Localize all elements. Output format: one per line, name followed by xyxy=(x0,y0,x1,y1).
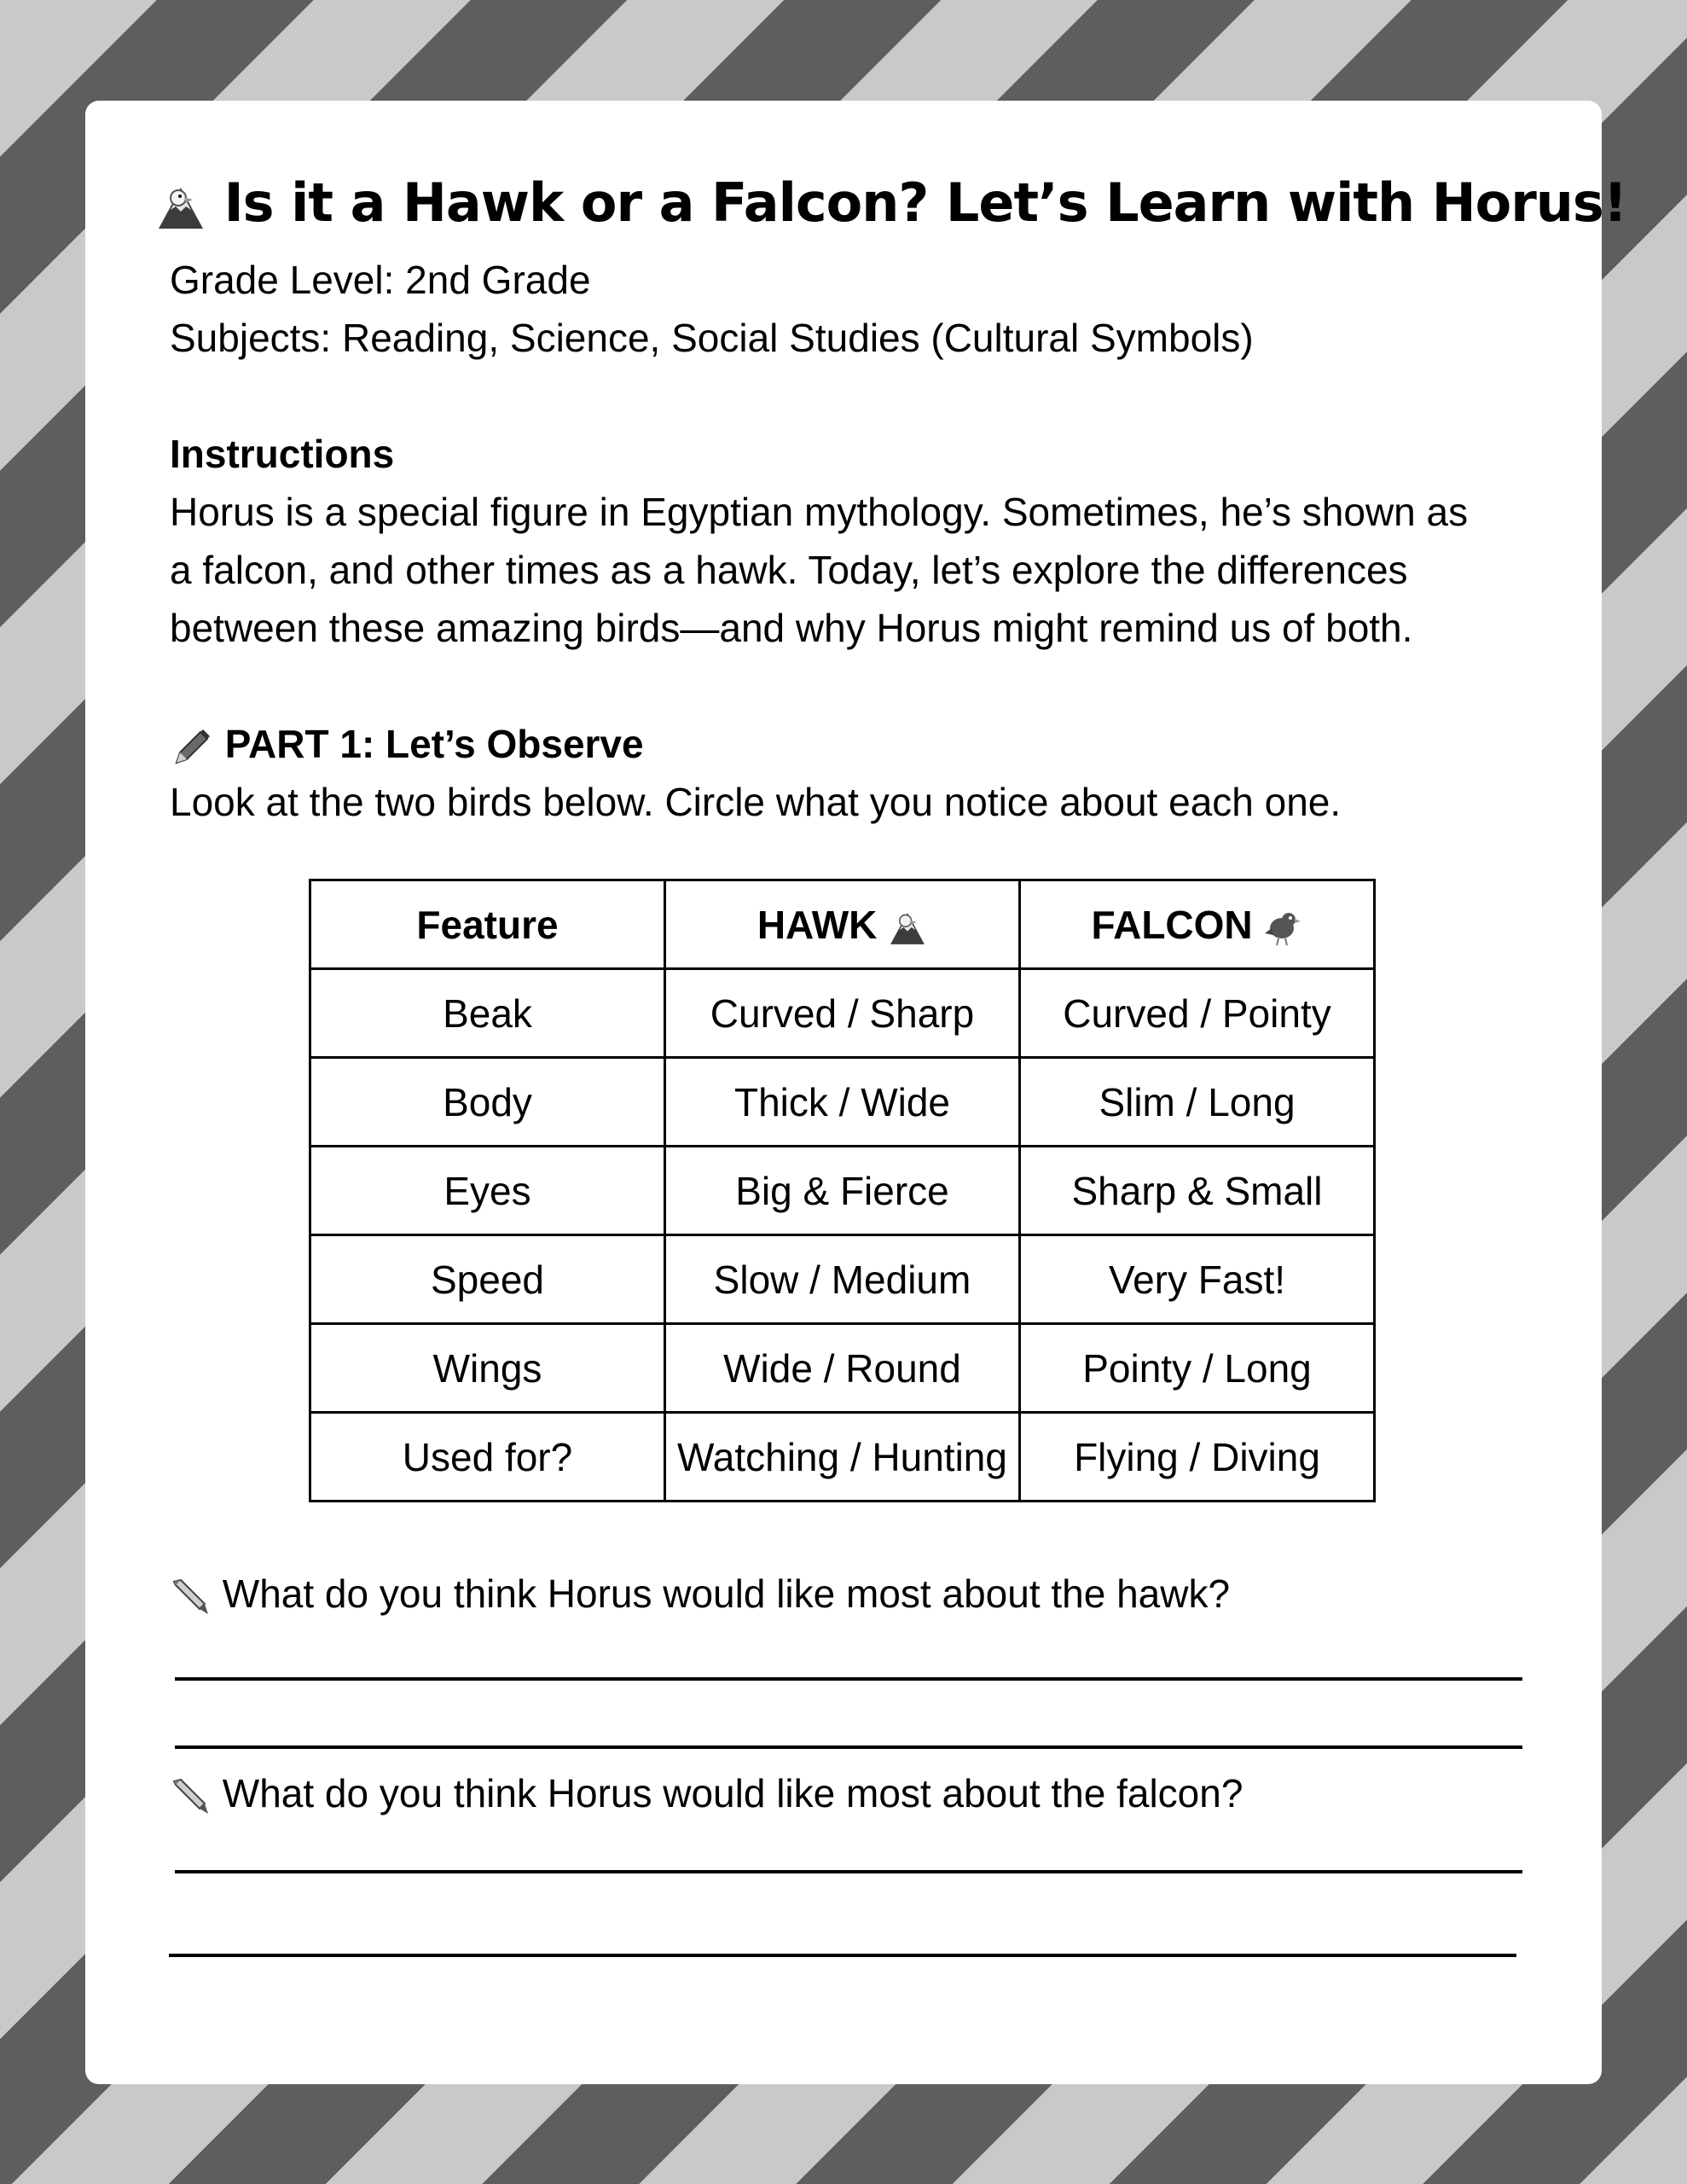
cell-hawk[interactable]: Big & Fierce xyxy=(665,1147,1020,1235)
question-hawk xyxy=(167,1565,1230,1623)
cell-hawk[interactable]: Slow / Medium xyxy=(665,1235,1020,1324)
part1-prompt: Look at the two birds below. Circle what you notice about each one. xyxy=(170,780,1342,824)
table-row xyxy=(310,1235,1375,1324)
cell-hawk[interactable]: Wide / Round xyxy=(665,1324,1020,1413)
table-row xyxy=(310,1324,1375,1413)
header-falcon xyxy=(1020,880,1375,969)
question-hawk-text: What do you think Horus would like most about the hawk? xyxy=(222,1571,1231,1616)
table-row xyxy=(310,1058,1375,1147)
table-row xyxy=(310,969,1375,1058)
title-text: Is it a Hawk or a Falcon? Let’s Learn with Horus! xyxy=(223,171,1627,234)
instructions-line: between these amazing birds—and why Horus might remind us of both. xyxy=(170,606,1413,650)
cell-feature: Wings xyxy=(310,1324,665,1413)
part1-heading xyxy=(170,715,644,773)
cell-falcon[interactable]: Slim / Long xyxy=(1020,1058,1375,1147)
subjects: Subjects: Reading, Science, Social Studies (Cultural Symbols) xyxy=(170,316,1254,360)
answer-line[interactable] xyxy=(175,1745,1522,1749)
answer-line[interactable] xyxy=(175,1870,1522,1873)
header-feature-label: Feature xyxy=(416,902,559,947)
worksheet-title xyxy=(155,169,1627,237)
observation-table xyxy=(309,879,1376,1502)
cell-feature: Eyes xyxy=(310,1147,665,1235)
cell-feature: Body xyxy=(310,1058,665,1147)
header-feature xyxy=(310,880,665,969)
question-falcon xyxy=(167,1764,1243,1822)
part1-heading-text: PART 1: Let’s Observe xyxy=(224,722,644,766)
table-row xyxy=(310,1413,1375,1502)
table-header-row xyxy=(310,880,1375,969)
pencil-icon xyxy=(167,1774,212,1819)
answer-line[interactable] xyxy=(175,1677,1522,1681)
cell-hawk[interactable]: Watching / Hunting xyxy=(665,1413,1020,1502)
instructions-line: a falcon, and other times as a hawk. Today, let’s explore the differences xyxy=(170,548,1408,592)
cell-feature: Speed xyxy=(310,1235,665,1324)
question-falcon-text: What do you think Horus would like most about the falcon? xyxy=(222,1771,1244,1815)
eagle-icon xyxy=(888,908,927,947)
table-row xyxy=(310,1147,1375,1235)
cell-falcon[interactable]: Curved / Pointy xyxy=(1020,969,1375,1058)
cell-hawk[interactable]: Curved / Sharp xyxy=(665,969,1020,1058)
answer-line[interactable] xyxy=(169,1954,1516,1957)
cell-feature: Beak xyxy=(310,969,665,1058)
cell-feature: Used for? xyxy=(310,1413,665,1502)
eagle-icon xyxy=(155,181,206,232)
cell-falcon[interactable]: Very Fast! xyxy=(1020,1235,1375,1324)
worksheet-card xyxy=(85,101,1627,2084)
header-hawk-label: HAWK xyxy=(757,902,878,947)
pencil-icon xyxy=(167,1575,212,1619)
instructions-line: Horus is a special figure in Egyptian mythology. Sometimes, he’s shown as xyxy=(170,490,1469,534)
cell-falcon[interactable]: Pointy / Long xyxy=(1020,1324,1375,1413)
header-hawk xyxy=(665,880,1020,969)
pencil-icon xyxy=(170,725,214,770)
instructions-heading: Instructions xyxy=(170,432,395,476)
cell-hawk[interactable]: Thick / Wide xyxy=(665,1058,1020,1147)
grade-level: Grade Level: 2nd Grade xyxy=(170,258,591,302)
header-falcon-label: FALCON xyxy=(1091,902,1253,947)
cell-falcon[interactable]: Sharp & Small xyxy=(1020,1147,1375,1235)
bird-icon xyxy=(1263,908,1302,947)
cell-falcon[interactable]: Flying / Diving xyxy=(1020,1413,1375,1502)
